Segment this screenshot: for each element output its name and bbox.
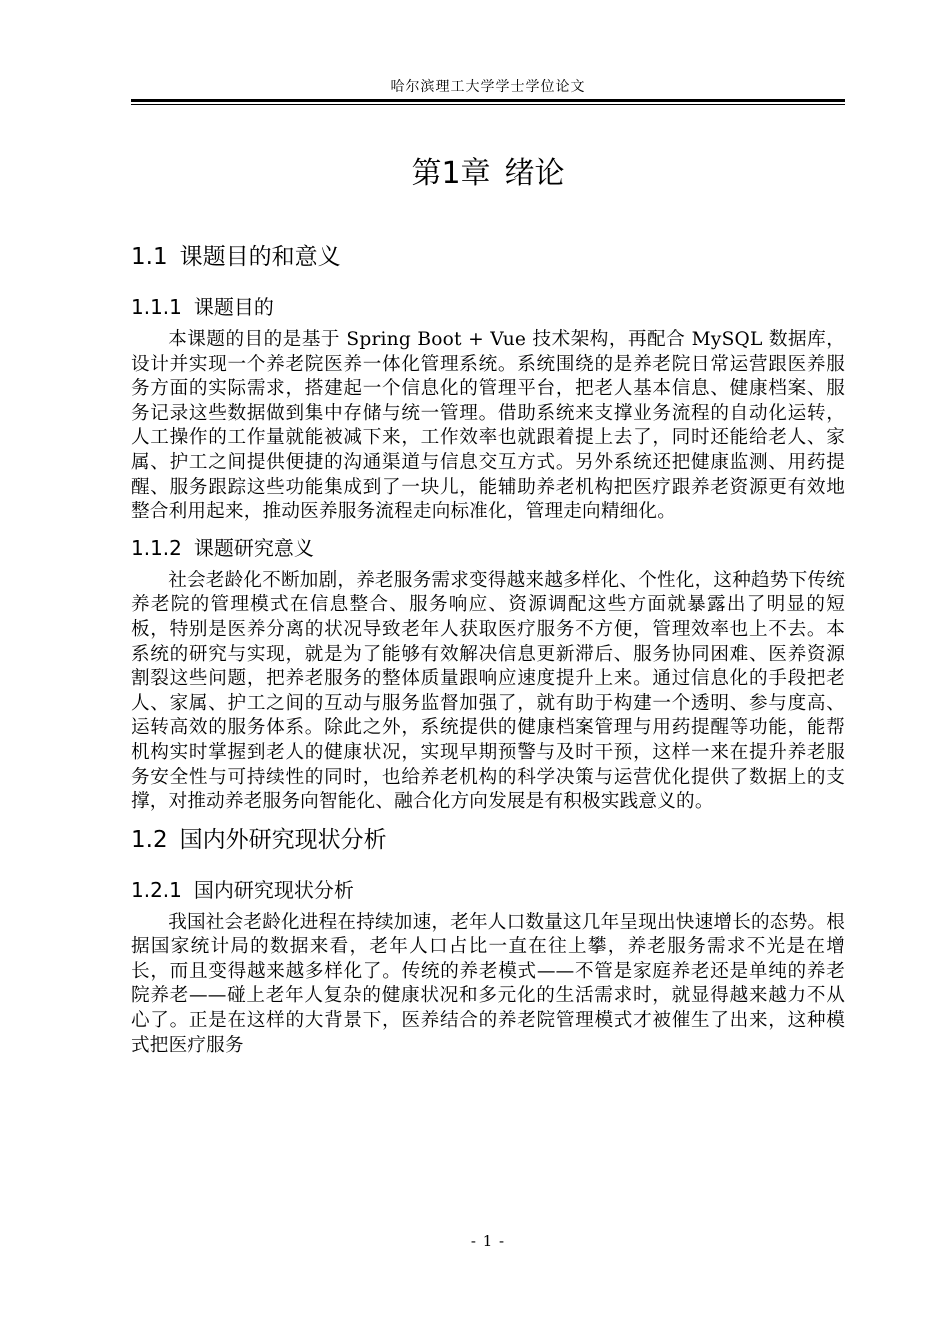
section-number: 1.1 xyxy=(131,244,168,270)
subsection-number: 1.2.1 xyxy=(131,877,182,902)
header-rule xyxy=(131,99,845,105)
section-number: 1.2 xyxy=(131,826,168,853)
chapter-title xyxy=(131,148,845,200)
subsection-title: 国内研究现状分析 xyxy=(193,877,354,902)
body-paragraph: 我国社会老龄化进程在持续加速，老年人口数量这几年呈现出快速增长的态势。根据国家统计局的数据来看，老年人口占比一直在往上攀，养老服务需求不光是在增长，而且变得越来越多样化了。传统的养老模式——不管是家庭养老还是单纯的养老院养老——碰上老年人复杂的健康状况和多元化的生活需求时，就显得越来越力不从心了。正是在这样的大背景下，医养结合的养老院管理模式才被催生了出来，这种模式把医疗服务 xyxy=(131,911,845,1056)
subsection-title: 课题目的 xyxy=(193,295,274,319)
subsection-number: 1.1.1 xyxy=(131,295,182,319)
body-paragraph: 社会老龄化不断加剧，养老服务需求变得越来越多样化、个性化，这种趋势下传统养老院的管理模式在信息整合、服务响应、资源调配这些方面就暴露出了明显的短板，特别是医养分离的状况导致老年人获取医疗服务不方便，管理效率也上不去。本系统的研究与实现，就是为了能够有效解决信息更新滞后、服务协同困难、医养资源割裂这些问题，把养老服务的整体质量跟响应速度提升上来。通过信息化的手段把老人、家属、护工之间的互动与服务监督加强了，就有助于构建一个透明、参与度高、运转高效的服务体系。除此之外，系统提供的健康档案管理与用药提醒等功能，能帮机构实时掌握到老人的健康状况，实现早期预警与及时干预，这样一来在提升养老服务安全性与可持续性的同时，也给养老机构的科学决策与运营优化提供了数据上的支撑，对推动养老服务向智能化、融合化方向发展是有积极实践意义的。 xyxy=(131,569,845,813)
subsection-heading xyxy=(131,292,845,322)
section-title: 国内外研究现状分析 xyxy=(179,826,387,853)
running-header: 哈尔滨理工大学学士学位论文 xyxy=(390,79,586,95)
section-heading xyxy=(131,240,845,274)
section-title: 课题目的和意义 xyxy=(179,244,341,270)
page-number: - 1 - xyxy=(470,1232,506,1250)
subsection-number: 1.1.2 xyxy=(131,535,182,560)
body-paragraph: 本课题的目的是基于 Spring Boot + Vue 技术架构，再配合 MySQL 数据库，设计并实现一个养老院医养一体化管理系统。系统围绕的是养老院日常运营跟医养服务方面的实际需求，搭建起一个信息化的管理平台，把老人基本信息、健康档案、服务记录这些数据做到集中存储与统一管理。借助系统来支撑业务流程的自动化运转，人工操作的工作量就能被减下来，工作效率也就跟着提上去了，同时还能给老人、家属、护工之间提供便捷的沟通渠道与信息交互方式。另外系统还把健康监测、用药提醒、服务跟踪这些功能集成到了一块儿，能辅助养老机构把医疗跟养老资源更有效地整合利用起来，推动医养服务流程走向标准化，管理走向精细化。 xyxy=(131,329,845,523)
subsection-heading xyxy=(131,875,845,905)
chapter-number: 第1章 xyxy=(411,156,491,191)
page-body xyxy=(131,148,845,1066)
chapter-name: 绪论 xyxy=(504,156,565,191)
subsection-title: 课题研究意义 xyxy=(193,535,314,560)
subsection-heading xyxy=(131,533,845,563)
section-heading xyxy=(131,823,845,857)
